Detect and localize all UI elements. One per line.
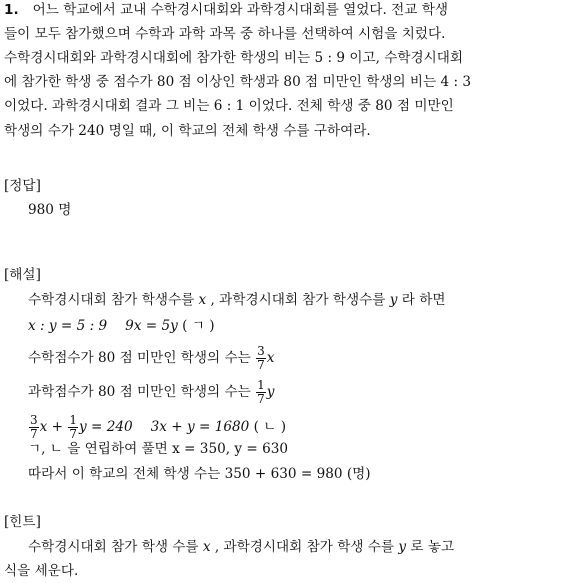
variable-x: x bbox=[202, 539, 211, 555]
solution-line-3 bbox=[28, 345, 274, 372]
fraction-numerator: 1 bbox=[69, 413, 77, 427]
equation-ratio: x : y = 5 : 9 bbox=[28, 318, 108, 334]
problem-line-2: 들이 모두 참가했으며 수학과 과학 과목 중 하나를 선택하여 시험을 치렀다. bbox=[4, 26, 446, 42]
problem-number: 1. bbox=[4, 2, 19, 18]
fraction bbox=[256, 345, 266, 372]
equation-1: 9x = 5y bbox=[125, 318, 178, 334]
problem-line-5: 이었다. 과학경시대회 결과 그 비는 6 : 1 이었다. 전체 학생 중 80 점 미만인 bbox=[4, 98, 454, 114]
hint-line-1 bbox=[28, 537, 454, 557]
fraction-denominator: 7 bbox=[257, 392, 265, 406]
fraction-denominator: 7 bbox=[69, 427, 77, 441]
problem-line-1 bbox=[4, 0, 448, 20]
variable-x: x bbox=[198, 292, 207, 308]
fraction-numerator: 3 bbox=[257, 344, 265, 358]
solution-line-5 bbox=[28, 414, 286, 441]
solution-text: 과학점수가 80 점 미만인 학생의 수는 bbox=[28, 384, 256, 400]
solution-text: 라 하면 bbox=[397, 292, 446, 308]
solution-line-2 bbox=[28, 316, 215, 336]
problem-line-4: 에 참가한 학생 중 점수가 80 점 이상인 학생과 80 점 미만인 학생의 비는 4 : 3 bbox=[4, 74, 472, 90]
equation-tag-1: ( ㄱ ) bbox=[177, 318, 215, 334]
solution-line-7: 따라서 이 학교의 전체 학생 수는 350 + 630 = 980 (명) bbox=[28, 466, 371, 482]
equation-term: x + bbox=[39, 419, 68, 435]
solution-line-1 bbox=[28, 290, 445, 310]
solution-heading: [해설] bbox=[4, 267, 41, 283]
variable-y: y bbox=[266, 384, 275, 400]
fraction bbox=[29, 414, 39, 441]
fraction-numerator: 3 bbox=[30, 413, 38, 427]
fraction-denominator: 7 bbox=[257, 358, 265, 372]
variable-y: y bbox=[398, 539, 407, 555]
hint-text: 수학경시대회 참가 학생 수를 bbox=[28, 539, 203, 555]
problem-text: 어느 학교에서 교내 수학경시대회와 과학경시대회를 열었다. 전교 학생 bbox=[32, 2, 449, 18]
answer-heading: [정답] bbox=[4, 178, 41, 194]
solution-line-6: ㄱ, ㄴ 을 연립하여 풀면 x = 350, y = 630 bbox=[28, 441, 289, 457]
solution-text: 수학점수가 80 점 미만인 학생의 수는 bbox=[28, 350, 256, 366]
variable-x: x bbox=[266, 350, 275, 366]
equation-2: 3x + y = 1680 bbox=[150, 419, 250, 435]
solution-text: , 과학경시대회 참가 학생수를 bbox=[206, 292, 390, 308]
problem-line-3: 수학경시대회와 과학경시대회에 참가한 학생의 비는 5 : 9 이고, 수학경시대회 bbox=[4, 50, 464, 66]
equation-tag-2: ( ㄴ ) bbox=[249, 419, 287, 435]
hint-line-2: 식을 세운다. bbox=[4, 563, 79, 579]
fraction-numerator: 1 bbox=[257, 378, 265, 392]
hint-heading: [힌트] bbox=[4, 514, 41, 530]
hint-text: 로 놓고 bbox=[406, 539, 455, 555]
solution-line-4 bbox=[28, 379, 274, 406]
hint-text: , 과학경시대회 참가 학생 수를 bbox=[210, 539, 399, 555]
equation-term: y = 240 bbox=[78, 419, 133, 435]
fraction bbox=[68, 414, 78, 441]
fraction-denominator: 7 bbox=[30, 427, 38, 441]
answer-value: 980 명 bbox=[28, 202, 72, 218]
problem-line-6: 학생의 수가 240 명일 때, 이 학교의 전체 학생 수를 구하여라. bbox=[4, 123, 371, 139]
fraction bbox=[256, 379, 266, 406]
solution-text: 수학경시대회 참가 학생수를 bbox=[28, 292, 199, 308]
variable-y: y bbox=[389, 292, 398, 308]
